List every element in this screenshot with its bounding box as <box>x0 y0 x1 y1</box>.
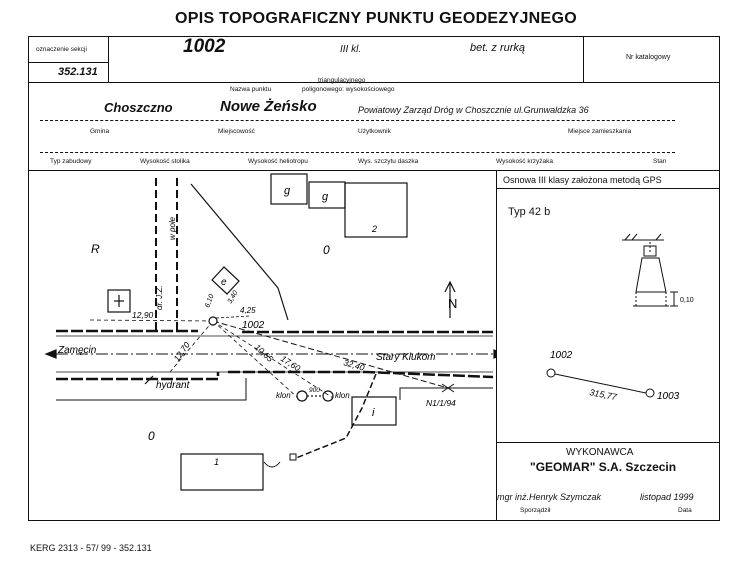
road-dr-label: dr. J.Z. <box>155 285 164 310</box>
date-label: Data <box>678 507 692 514</box>
miejscowosc-value: Nowe Żeńsko <box>220 98 317 115</box>
contractor-name: "GEOMAR" S.A. Szczecin <box>530 460 677 474</box>
point-class: III kl. <box>340 44 362 55</box>
author-name: mgr inż.Henryk Szymczak <box>497 492 602 502</box>
benchmark-label: N1/1/94 <box>426 398 456 408</box>
geodetic-point-marker <box>209 317 217 325</box>
catalog-label: Nr katalogowy <box>626 54 671 61</box>
typ-zabudowy-label: Typ zabudowy <box>50 158 92 165</box>
point-b-marker <box>646 389 654 397</box>
stabilization-type: bet. z rurką <box>470 42 526 54</box>
gmina-value: Choszczno <box>104 100 173 115</box>
building-1 <box>181 454 263 490</box>
depth-value: 0,10 <box>680 297 694 304</box>
zamieszkanie-label: Miejsce zamieszkania <box>568 128 632 135</box>
point-a-marker <box>547 369 555 377</box>
catalog-divider <box>583 36 584 82</box>
contractor-label: WYKONAWCA <box>566 447 634 458</box>
tree-distance: 900 <box>309 387 320 394</box>
building-2-label: 2 <box>372 224 378 234</box>
building-g2-label: g <box>322 191 329 203</box>
dim-6-10: 6,10 <box>204 293 216 309</box>
north-label: N <box>448 296 458 311</box>
type-option-triangulation: triangulacyjnego <box>318 77 366 84</box>
field-road-label: w pole <box>168 216 177 240</box>
point-a-label: 1002 <box>550 350 573 361</box>
dim-4-25: 4,25 <box>240 306 256 315</box>
dim-12-70: 12,70 <box>171 339 192 364</box>
tree-label-2: klon <box>335 391 350 400</box>
section-value: 352.131 <box>58 66 98 78</box>
contractor-date: listopad 1999 <box>640 492 694 502</box>
location-underline <box>40 120 675 121</box>
footer-code: KERG 2313 - 57/ 99 - 352.131 <box>30 543 152 553</box>
type-option-polygon: poligonowego: wysokościowego <box>302 86 395 93</box>
region-label-r: R <box>91 242 100 256</box>
map-point-label: 1002 <box>242 320 265 331</box>
page-title: OPIS TOPOGRAFICZNY PUNKTU GEODEZYJNEGO <box>175 10 577 27</box>
bearing-distance: 315,77 <box>588 387 618 403</box>
section-divider <box>108 36 109 82</box>
dim-32-40: 32,40 <box>342 357 366 373</box>
building-1-label: 1 <box>214 457 220 467</box>
osnowa-text: Osnowa III klasy założona metodą GPS <box>503 175 662 185</box>
wysokosc-stolika-label: Wysokość stolika <box>140 158 190 165</box>
topographic-sketch <box>28 170 496 521</box>
marker-and-bearing-drawing <box>496 188 720 442</box>
wysokosc-daszka-label: Wys. szczytu daszka <box>358 158 419 165</box>
hydrant-label: hydrant <box>156 380 190 391</box>
miejscowosc-label: Miejscowość <box>218 128 255 135</box>
heights-underline <box>40 152 675 153</box>
dim-12-90: 12,90 <box>132 310 154 320</box>
region-label-0-upper: 0 <box>323 243 330 257</box>
author-label: Sporządził <box>520 507 551 514</box>
region-label-0-lower: 0 <box>148 429 155 443</box>
uzytkownik-label: Użytkownik <box>358 128 391 135</box>
typ-text: Typ 42 b <box>508 206 551 218</box>
dim-10-65: 10,65 <box>252 342 276 364</box>
building-i-label: i <box>372 407 375 419</box>
building-g1-label: g <box>284 185 291 197</box>
section-mid-line <box>28 62 108 63</box>
wysokosc-heliotropu-label: Wysokość heliotropu <box>248 158 308 165</box>
point-b-label: 1003 <box>657 391 680 402</box>
point-number: 1002 <box>183 36 226 57</box>
uzytkownik-value: Powiatowy Zarząd Dróg w Choszcznie ul.Grunwaldzka 36 <box>358 105 589 115</box>
road-label-zamecin: Zamęcin <box>58 345 97 356</box>
contractor-top-line <box>496 442 720 443</box>
dim-3-40: 3,40 <box>226 289 240 305</box>
point-name-label: Nazwa punktu <box>230 86 272 93</box>
section-label: oznaczenie sekcji <box>36 46 87 53</box>
road-label-stary-klukom: Stary Klukom <box>376 352 436 363</box>
dim-17-60: 17,60 <box>278 353 303 374</box>
tree-label-1: klon <box>276 391 291 400</box>
building-e-label: e <box>221 277 227 288</box>
stabilization-marker-diagram <box>622 234 678 306</box>
stan-label: Stan <box>653 158 667 165</box>
header-bottom-line <box>28 82 720 83</box>
wysokosc-krzyzaka-label: Wysokość krzyżaka <box>496 158 554 165</box>
gmina-label: Gmina <box>90 128 110 135</box>
